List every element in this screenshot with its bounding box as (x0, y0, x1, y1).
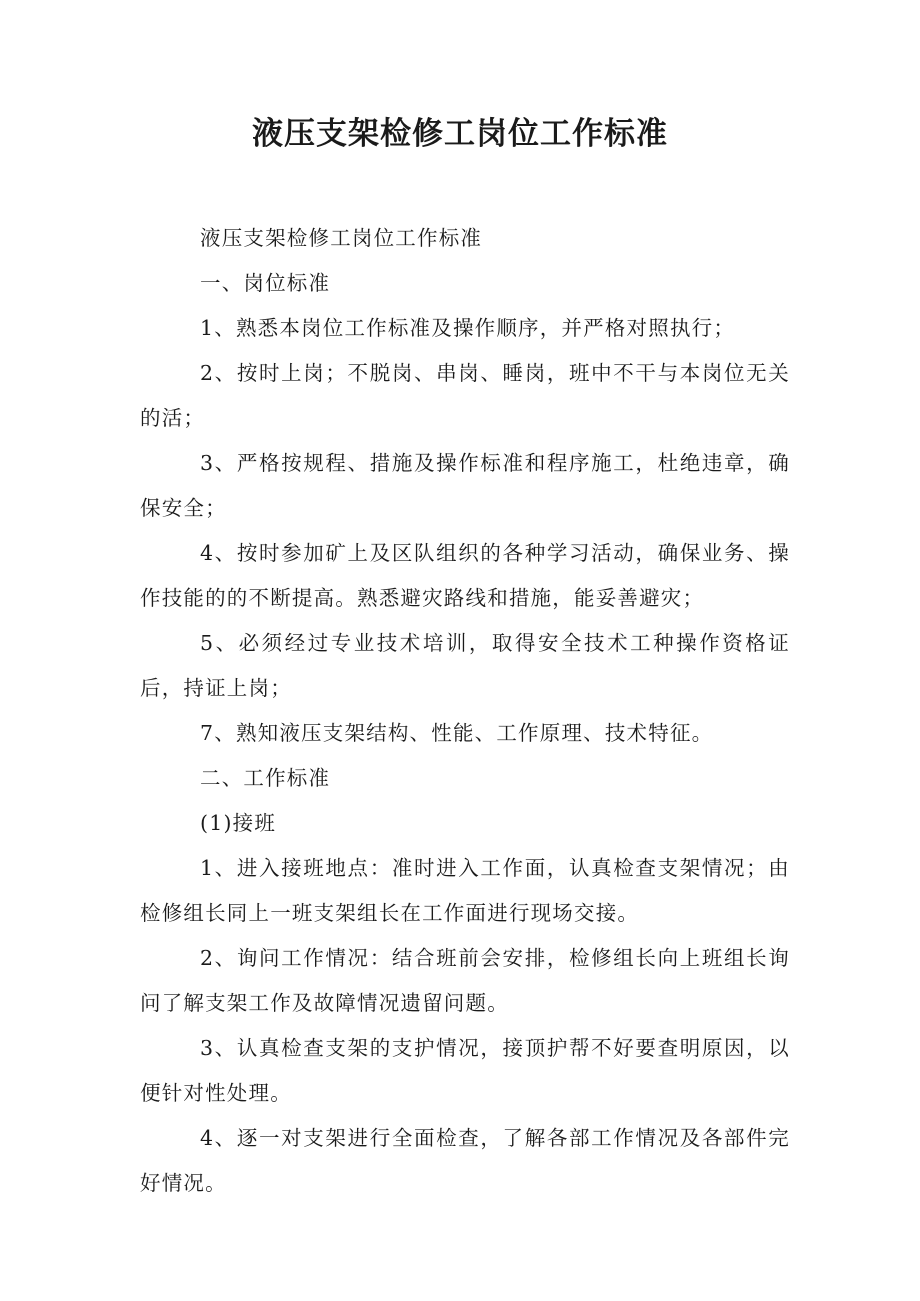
subsection-heading-shift-handover: (1)接班 (200, 811, 277, 835)
paragraph-item: 2、询问工作情况：结合班前会安排，检修组长向上班组长询问了解支架工作及故障情况遗留问题。 (140, 946, 790, 1015)
paragraph-item: 3、认真检查支架的支护情况，接顶护帮不好要查明原因，以便针对性处理。 (140, 1036, 790, 1105)
document-body (140, 216, 790, 1206)
paragraph-item: 1、熟悉本岗位工作标准及操作顺序，并严格对照执行； (200, 316, 736, 340)
paragraph-item: 2、按时上岗；不脱岗、串岗、睡岗，班中不干与本岗位无关的活； (140, 361, 790, 430)
section-heading-work-standard: 二、工作标准 (200, 766, 331, 790)
paragraph-item: 4、逐一对支架进行全面检查，了解各部工作情况及各部件完好情况。 (140, 1126, 790, 1195)
paragraph-item: 5、必须经过专业技术培训，取得安全技术工种操作资格证后，持证上岗； (140, 631, 790, 700)
paragraph-item: 3、严格按规程、措施及操作标准和程序施工，杜绝违章，确保安全； (140, 451, 790, 520)
document-title: 液压支架检修工岗位工作标准 (252, 116, 668, 152)
section-heading-post-standard: 一、岗位标准 (200, 271, 331, 295)
paragraph-item: 7、熟知液压支架结构、性能、工作原理、技术特征。 (200, 721, 714, 745)
paragraph-item: 4、按时参加矿上及区队组织的各种学习活动，确保业务、操作技能的的不断提高。熟悉避灾路线和措施，能妥善避灾； (140, 541, 790, 610)
paragraph-subtitle: 液压支架检修工岗位工作标准 (200, 226, 483, 250)
paragraph-item: 1、进入接班地点：准时进入工作面，认真检查支架情况；由检修组长同上一班支架组长在工作面进行现场交接。 (140, 856, 790, 925)
